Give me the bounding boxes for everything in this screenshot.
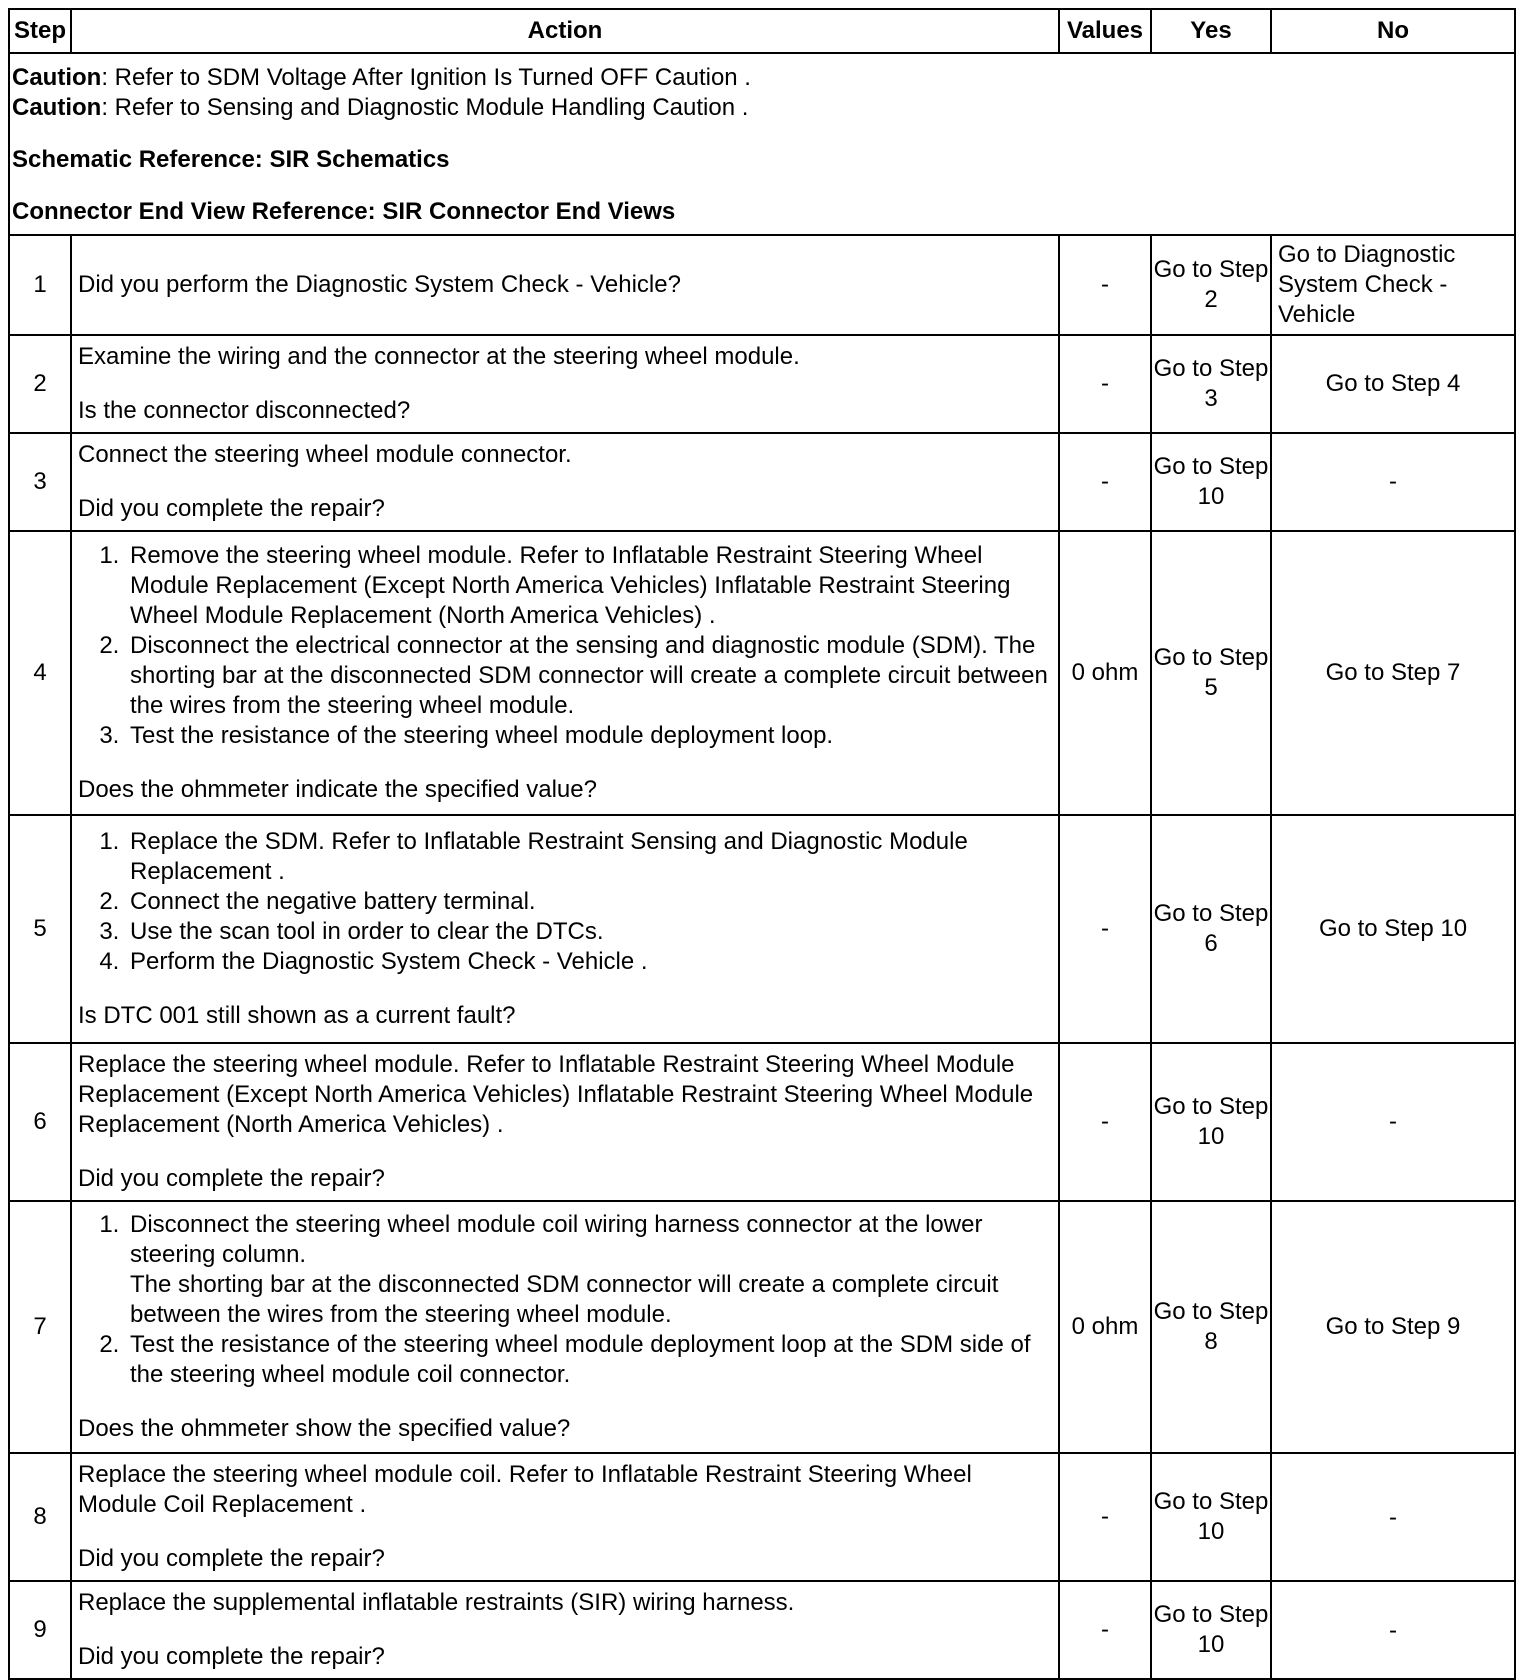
diagnostic-table bbox=[8, 8, 1516, 1680]
caution-line-2 bbox=[12, 93, 1512, 123]
action-question: Did you complete the repair? bbox=[78, 1165, 385, 1192]
header-row bbox=[9, 9, 1515, 53]
header-step: Step bbox=[9, 9, 71, 53]
list-item-text: Disconnect the steering wheel module coil wiring harness connector at the lower steering column. bbox=[130, 1211, 983, 1268]
list-item: 2. Connect the negative battery terminal. bbox=[126, 887, 1052, 917]
table-row bbox=[9, 1453, 1515, 1581]
value-cell: - bbox=[1059, 1043, 1151, 1201]
yes-cell: Go to Step 2 bbox=[1151, 235, 1271, 335]
yes-cell: Go to Step 10 bbox=[1151, 1453, 1271, 1581]
action-cell bbox=[71, 1453, 1059, 1581]
list-item: 1. Replace the SDM. Refer to Inflatable Restraint Sensing and Diagnostic Module Replacement . bbox=[126, 827, 1052, 887]
value-cell: 0 ohm bbox=[1059, 531, 1151, 815]
caution-line-1 bbox=[12, 63, 1512, 93]
yes-cell: Go to Step 3 bbox=[1151, 335, 1271, 433]
value-cell: - bbox=[1059, 1453, 1151, 1581]
action-text: Replace the supplemental inflatable restraints (SIR) wiring harness. bbox=[78, 1589, 795, 1616]
action-cell bbox=[71, 815, 1059, 1043]
table-row bbox=[9, 235, 1515, 335]
step-number: 7 bbox=[9, 1201, 71, 1453]
value-cell: - bbox=[1059, 335, 1151, 433]
header-no: No bbox=[1271, 9, 1515, 53]
step-number: 6 bbox=[9, 1043, 71, 1201]
action-cell bbox=[71, 1201, 1059, 1453]
yes-cell: Go to Step 8 bbox=[1151, 1201, 1271, 1453]
yes-cell: Go to Step 10 bbox=[1151, 1043, 1271, 1201]
step-number: 9 bbox=[9, 1581, 71, 1679]
action-list bbox=[78, 827, 1052, 977]
table-row bbox=[9, 433, 1515, 531]
intro-cell bbox=[9, 53, 1515, 235]
action-text: Replace the steering wheel module. Refer to Inflatable Restraint Steering Wheel Module Replacement (Except North America Vehicles) Inflatable Restraint Steering Wheel Module Replacement (North America Vehicles) . bbox=[78, 1051, 1034, 1138]
value-cell: 0 ohm bbox=[1059, 1201, 1151, 1453]
list-item: 4. Perform the Diagnostic System Check - Vehicle . bbox=[126, 947, 1052, 977]
yes-cell: Go to Step 5 bbox=[1151, 531, 1271, 815]
header-values: Values bbox=[1059, 9, 1151, 53]
list-item: 2. Test the resistance of the steering wheel module deployment loop at the SDM side of the steering wheel module coil connector. bbox=[126, 1330, 1052, 1390]
step-number: 5 bbox=[9, 815, 71, 1043]
action-cell bbox=[71, 1581, 1059, 1679]
action-cell bbox=[71, 1043, 1059, 1201]
action-question: Did you complete the repair? bbox=[78, 495, 385, 522]
action-question: Did you complete the repair? bbox=[78, 1545, 385, 1572]
step-number: 1 bbox=[9, 235, 71, 335]
intro-row bbox=[9, 53, 1515, 235]
action-text: Replace the steering wheel module coil. Refer to Inflatable Restraint Steering Wheel Module Coil Replacement . bbox=[78, 1461, 972, 1518]
step-number: 4 bbox=[9, 531, 71, 815]
list-item bbox=[126, 1210, 1052, 1330]
list-item-note: The shorting bar at the disconnected SDM connector will create a complete circuit between the wires from the steering wheel module. bbox=[130, 1271, 999, 1328]
no-cell: Go to Step 9 bbox=[1271, 1201, 1515, 1453]
yes-cell: Go to Step 10 bbox=[1151, 1581, 1271, 1679]
step-number: 8 bbox=[9, 1453, 71, 1581]
action-cell bbox=[71, 433, 1059, 531]
no-cell: - bbox=[1271, 433, 1515, 531]
action-question: Does the ohmmeter indicate the specified value? bbox=[78, 776, 597, 803]
table-row bbox=[9, 815, 1515, 1043]
caution-text-1: : Refer to SDM Voltage After Ignition Is Turned OFF Caution . bbox=[101, 64, 751, 91]
action-question: Is DTC 001 still shown as a current fault? bbox=[78, 1002, 516, 1029]
caution-text-2: : Refer to Sensing and Diagnostic Module Handling Caution . bbox=[101, 94, 749, 121]
table-row bbox=[9, 1581, 1515, 1679]
list-item: 3. Use the scan tool in order to clear the DTCs. bbox=[126, 917, 1052, 947]
value-cell: - bbox=[1059, 433, 1151, 531]
caution-label: Caution bbox=[12, 64, 102, 91]
list-item: 1. Remove the steering wheel module. Refer to Inflatable Restraint Steering Wheel Module Replacement (Except North America Vehicles) Inflatable Restraint Steering Wheel Module Replacement (North America Vehicles) . bbox=[126, 541, 1052, 631]
action-question: Is the connector disconnected? bbox=[78, 397, 411, 424]
no-cell: Go to Step 10 bbox=[1271, 815, 1515, 1043]
caution-label: Caution bbox=[12, 94, 102, 121]
connector-reference: Connector End View Reference: SIR Connector End Views bbox=[12, 198, 676, 225]
value-cell: - bbox=[1059, 235, 1151, 335]
action-list bbox=[78, 1210, 1052, 1390]
list-item: 3. Test the resistance of the steering wheel module deployment loop. bbox=[126, 721, 1052, 751]
table-row bbox=[9, 531, 1515, 815]
header-yes: Yes bbox=[1151, 9, 1271, 53]
list-item: 2. Disconnect the electrical connector at the sensing and diagnostic module (SDM). The shorting bar at the disconnected SDM connector will create a complete circuit between the wires from the steering wheel module. bbox=[126, 631, 1052, 721]
step-number: 2 bbox=[9, 335, 71, 433]
yes-cell: Go to Step 6 bbox=[1151, 815, 1271, 1043]
table-row bbox=[9, 1043, 1515, 1201]
action-list bbox=[78, 541, 1052, 751]
no-cell: - bbox=[1271, 1581, 1515, 1679]
action-question: Does the ohmmeter show the specified value? bbox=[78, 1415, 571, 1442]
no-cell: - bbox=[1271, 1043, 1515, 1201]
action-cell bbox=[71, 531, 1059, 815]
action-text: Connect the steering wheel module connector. bbox=[78, 441, 572, 468]
table-row bbox=[9, 335, 1515, 433]
value-cell: - bbox=[1059, 1581, 1151, 1679]
no-cell: - bbox=[1271, 1453, 1515, 1581]
schematic-reference: Schematic Reference: SIR Schematics bbox=[12, 146, 450, 173]
action-text: Examine the wiring and the connector at the steering wheel module. bbox=[78, 343, 800, 370]
yes-cell: Go to Step 10 bbox=[1151, 433, 1271, 531]
no-cell: Go to Step 7 bbox=[1271, 531, 1515, 815]
action-question: Did you complete the repair? bbox=[78, 1643, 385, 1670]
header-action: Action bbox=[71, 9, 1059, 53]
step-number: 3 bbox=[9, 433, 71, 531]
action-cell bbox=[71, 335, 1059, 433]
action-text: Did you perform the Diagnostic System Check - Vehicle? bbox=[71, 235, 1059, 335]
table-row bbox=[9, 1201, 1515, 1453]
no-cell: Go to Diagnostic System Check - Vehicle bbox=[1271, 235, 1515, 335]
no-cell: Go to Step 4 bbox=[1271, 335, 1515, 433]
value-cell: - bbox=[1059, 815, 1151, 1043]
